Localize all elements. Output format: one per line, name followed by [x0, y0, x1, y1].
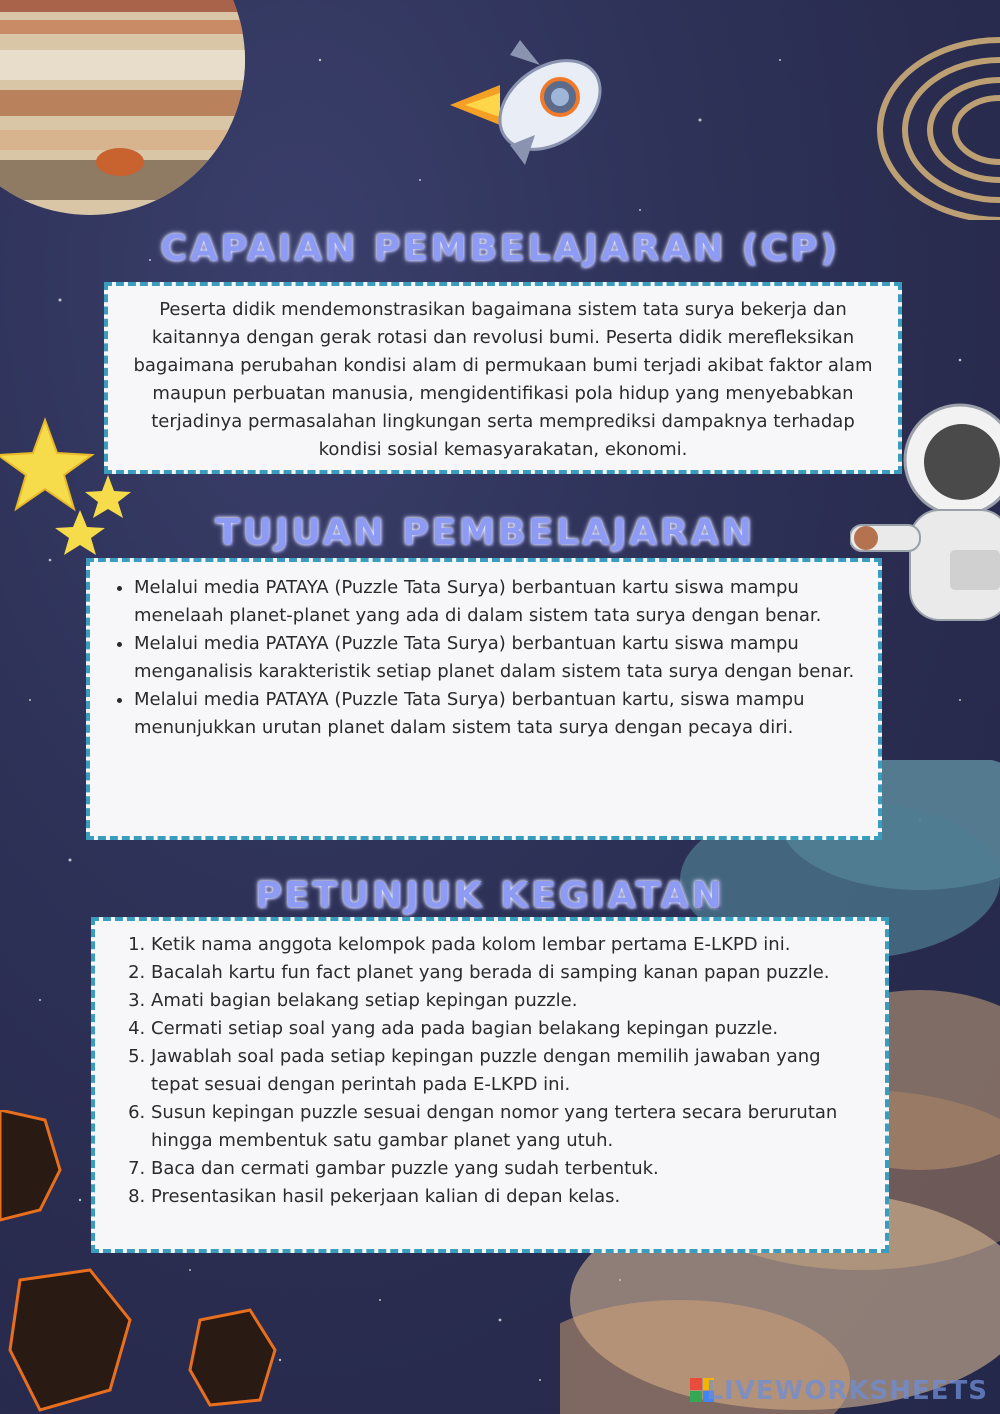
jupiter-planet-icon [0, 0, 270, 230]
list-item: 5. Jawablah soal pada setiap kepingan puzzle dengan memilih jawaban yang tepat sesuai dengan perintah pada E-LKPD ini. [151, 1043, 871, 1099]
list-item: • Melalui media PATAYA (Puzzle Tata Surya) berbantuan kartu siswa mampu menganalisis karakteristik setiap planet dalam sistem tata surya dengan benar. [134, 630, 860, 686]
cp-box [104, 282, 902, 474]
cp-heading: CAPAIAN PEMBELAJARAN (CP) [160, 228, 840, 269]
list-item: 4. Cermati setiap soal yang ada pada bagian belakang kepingan puzzle. [151, 1015, 871, 1043]
petunjuk-box [91, 917, 889, 1253]
watermark: LIVEWORKSHEETS [706, 1376, 988, 1406]
list-item: • Melalui media PATAYA (Puzzle Tata Surya) berbantuan kartu siswa mampu menelaah planet-planet yang ada di dalam sistem tata surya dengan benar. [134, 574, 860, 630]
petunjuk-list [109, 931, 871, 1211]
cp-text: Peserta didik mendemonstrasikan bagaimana sistem tata surya bekerja dan kaitannya dengan gerak rotasi dan revolusi bumi. Peserta didik merefleksikan bagaimana perubahan kondisi alam di permukaan bumi terjadi akibat faktor alam maupun perbuatan manusia, mengidentifikasi pola hidup yang menyebabkan terjadinya permasalahan lingkungan serta memprediksi dampaknya terhadap kondisi sosial kemasyarakatan, ekonomi. [133, 299, 873, 460]
rocket-icon [440, 35, 620, 175]
list-item: 2. Bacalah kartu fun fact planet yang berada di samping kanan papan puzzle. [151, 959, 871, 987]
list-item: • Melalui media PATAYA (Puzzle Tata Surya) berbantuan kartu, siswa mampu menunjukkan urutan planet dalam sistem tata surya dengan pecaya diri. [134, 686, 860, 742]
tujuan-heading: TUJUAN PEMBELAJARAN [215, 512, 755, 553]
list-item: 1. Ketik nama anggota kelompok pada kolom lembar pertama E-LKPD ini. [151, 931, 871, 959]
list-item: 8. Presentasikan hasil pekerjaan kalian di depan kelas. [151, 1183, 871, 1211]
spiral-galaxy-icon [860, 20, 1000, 220]
tujuan-list [108, 574, 860, 742]
list-item: 3. Amati bagian belakang setiap kepingan puzzle. [151, 987, 871, 1015]
list-item: 6. Susun kepingan puzzle sesuai dengan nomor yang tertera secara berurutan hingga membentuk satu gambar planet yang utuh. [151, 1099, 871, 1155]
tujuan-box [86, 558, 882, 840]
petunjuk-heading: PETUNJUK KEGIATAN [255, 875, 725, 916]
list-item: 7. Baca dan cermati gambar puzzle yang sudah terbentuk. [151, 1155, 871, 1183]
